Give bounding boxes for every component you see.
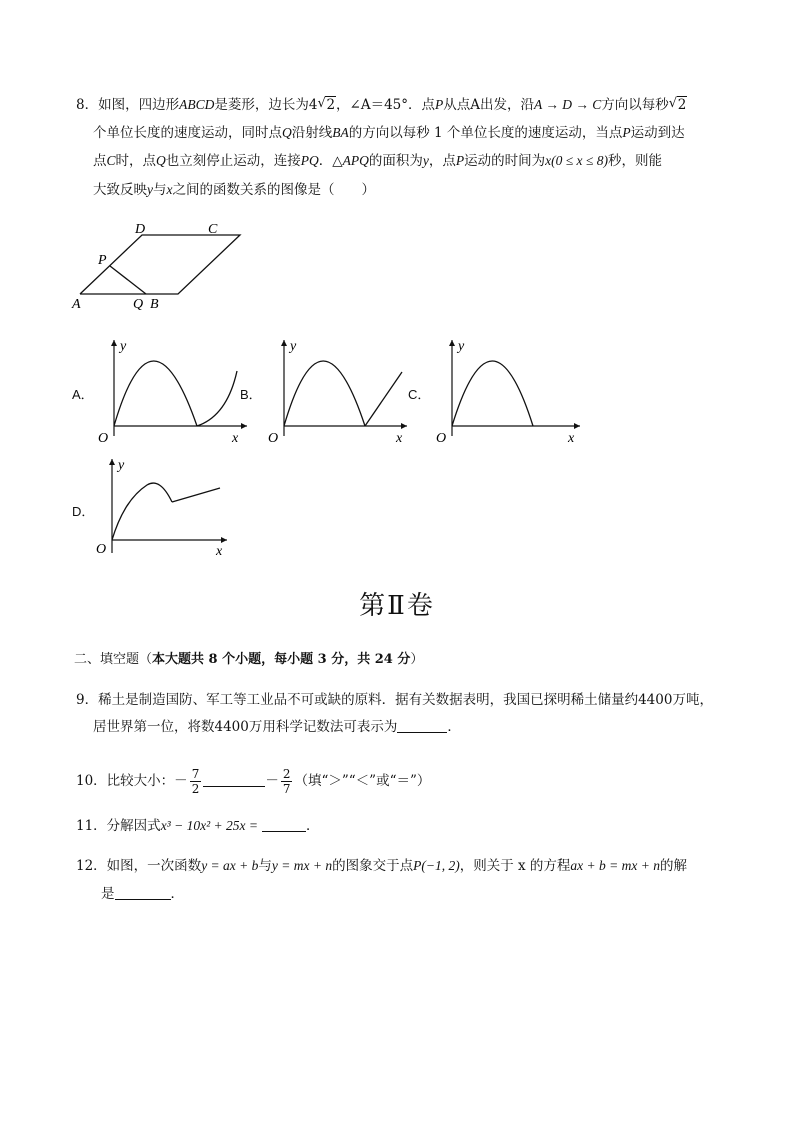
q9-line-2: 居世界第一位，将数4400万用科学记数法可表示为 ．	[93, 719, 461, 735]
svg-text:y: y	[120, 339, 127, 354]
q12-line-1: 12．如图，一次函数y = ax + b与y = mx + n的图象交于点P(−1, 2)，则关于 x 的方程ax + b = mx + n的解	[76, 858, 687, 874]
answer-blank[interactable]	[115, 885, 171, 900]
label-P: P	[98, 253, 107, 268]
label-Q: Q	[133, 297, 144, 312]
answer-blank[interactable]	[203, 772, 265, 787]
section-heading: 二、填空题（本大题共 8 个小题，每小题 3 分，共 24 分）	[74, 652, 424, 667]
svg-text:y: y	[118, 458, 125, 473]
option-a-label[interactable]: A．	[72, 387, 94, 402]
rhombus-figure	[70, 218, 250, 313]
option-c-label[interactable]: C．	[408, 387, 431, 402]
q10-line: 10．比较大小：－ $\frac{7}{2}$ － $\frac{2}{7}$ （填“＞”“＜”或“＝”）	[76, 767, 431, 796]
q12-line-2: 是 ．	[101, 886, 184, 902]
sqrt-symbol: √ 2	[669, 95, 688, 115]
label-A: A	[72, 297, 81, 312]
option-d-graph[interactable]	[92, 455, 232, 560]
label-D: D	[135, 222, 146, 237]
svg-text:O: O	[96, 542, 107, 557]
svg-text:x: x	[232, 431, 239, 446]
fraction: $\frac{7}{2}$	[191, 767, 200, 796]
option-d-label[interactable]: D．	[72, 504, 95, 519]
svg-text:O: O	[98, 431, 109, 446]
svg-text:y: y	[458, 339, 465, 354]
q11-line: 11．分解因式x³ − 10x² + 25x = ．	[76, 818, 320, 834]
label-B: B	[150, 297, 159, 312]
option-a-graph[interactable]	[92, 336, 252, 446]
svg-text:x: x	[396, 431, 403, 446]
svg-text:x: x	[568, 431, 575, 446]
option-b-graph[interactable]	[262, 336, 422, 446]
svg-text:y: y	[290, 339, 297, 354]
label-C: C	[208, 222, 218, 237]
section-title: 第Ⅱ卷	[359, 591, 435, 621]
svg-text:x: x	[216, 544, 223, 559]
q9-line-1: 9．稀土是制造国防、军工等工业品不可或缺的原料．据有关数据表明，我国已探明稀土储量约4400万吨，	[76, 692, 713, 708]
answer-blank[interactable]	[262, 817, 306, 832]
svg-text:O: O	[436, 431, 447, 446]
q8-line-3: 点C时，点Q也立刻停止运动，连接PQ．△APQ的面积为y，点P运动的时间为x(0 ≤ x ≤ 8)秒，则能	[93, 153, 662, 169]
fraction: $\frac{2}{7}$	[282, 767, 291, 796]
sqrt-symbol: √ 2	[317, 95, 336, 115]
option-c-graph[interactable]	[430, 336, 585, 446]
q8-line-1: 8．如图，四边形ABCD是菱形，边长为4√ 2，∠A＝45°．点P从点A出发，沿A → D → C方向以每秒√ 2	[76, 95, 687, 115]
answer-blank[interactable]	[397, 718, 447, 733]
q8-line-2: 个单位长度的速度运动，同时点Q沿射线BA的方向以每秒 1 个单位长度的速度运动，当点P运动到达	[93, 125, 685, 141]
option-b-label[interactable]: B．	[240, 387, 262, 402]
q8-line-4: 大致反映y与x之间的函数关系的图像是（ ）	[93, 182, 375, 198]
svg-text:O: O	[268, 431, 279, 446]
